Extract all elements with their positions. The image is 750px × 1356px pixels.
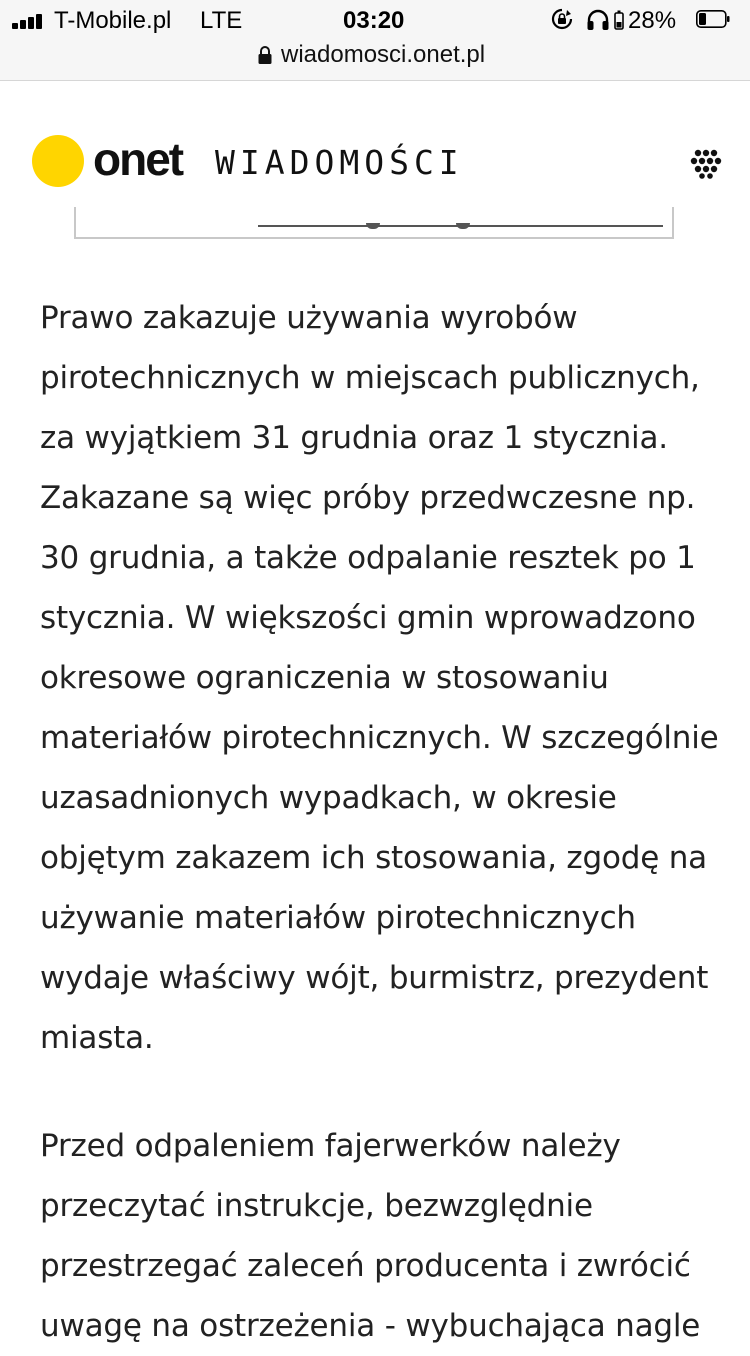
signal-strength-icon <box>12 13 46 29</box>
clock: 03:20 <box>343 7 405 34</box>
battery-icon <box>696 10 730 28</box>
url-text[interactable]: wiadomosci.onet.pl <box>281 41 486 68</box>
article-paragraph: Przed odpaleniem fajerwerków należy przeczytać instrukcje, bezwzględnie przestrzegać zaleceń producenta i zwrócić uwagę na ostrzeżenia - wybuchająca nagle <box>40 1128 701 1344</box>
status-bar <box>0 0 750 40</box>
battery-percentage: 28% <box>628 7 677 34</box>
carrier-name: T-Mobile.pl <box>54 7 172 34</box>
grid-menu-icon[interactable] <box>690 147 722 179</box>
headphones-battery-icon <box>614 10 624 30</box>
site-header <box>0 81 750 221</box>
headphones-icon <box>586 9 610 31</box>
article-paragraph: Prawo zakazuje używania wyrobów pirotechnicznych w miejscach publicznych, za wyjątkiem 31 grudnia oraz 1 stycznia. Zakazane są więc próby przedwczesne np. 30 grudnia, a także odpalanie resztek po 1 stycznia. W większości gmin wprowadzono okresowe ograniczenia w stosowaniu materiałów pirotechnicznych. W szczególnie uzasadnionych wypadkach, w okresie objętym zakazem ich stosowania, zgodę na używanie materiałów pirotechnicznych wydaje właściwy wójt, burmistrz, prezydent miasta. <box>40 300 719 1056</box>
url-bar[interactable] <box>0 40 750 81</box>
article-figure-bottom <box>74 207 674 239</box>
site-logo[interactable]: onet <box>93 133 183 185</box>
lock-icon <box>258 45 272 65</box>
network-type: LTE <box>200 7 243 34</box>
rotation-lock-icon <box>551 8 573 30</box>
section-title[interactable]: WIADOMOŚCI <box>215 143 464 182</box>
onet-logo-circle-icon[interactable] <box>32 135 84 187</box>
